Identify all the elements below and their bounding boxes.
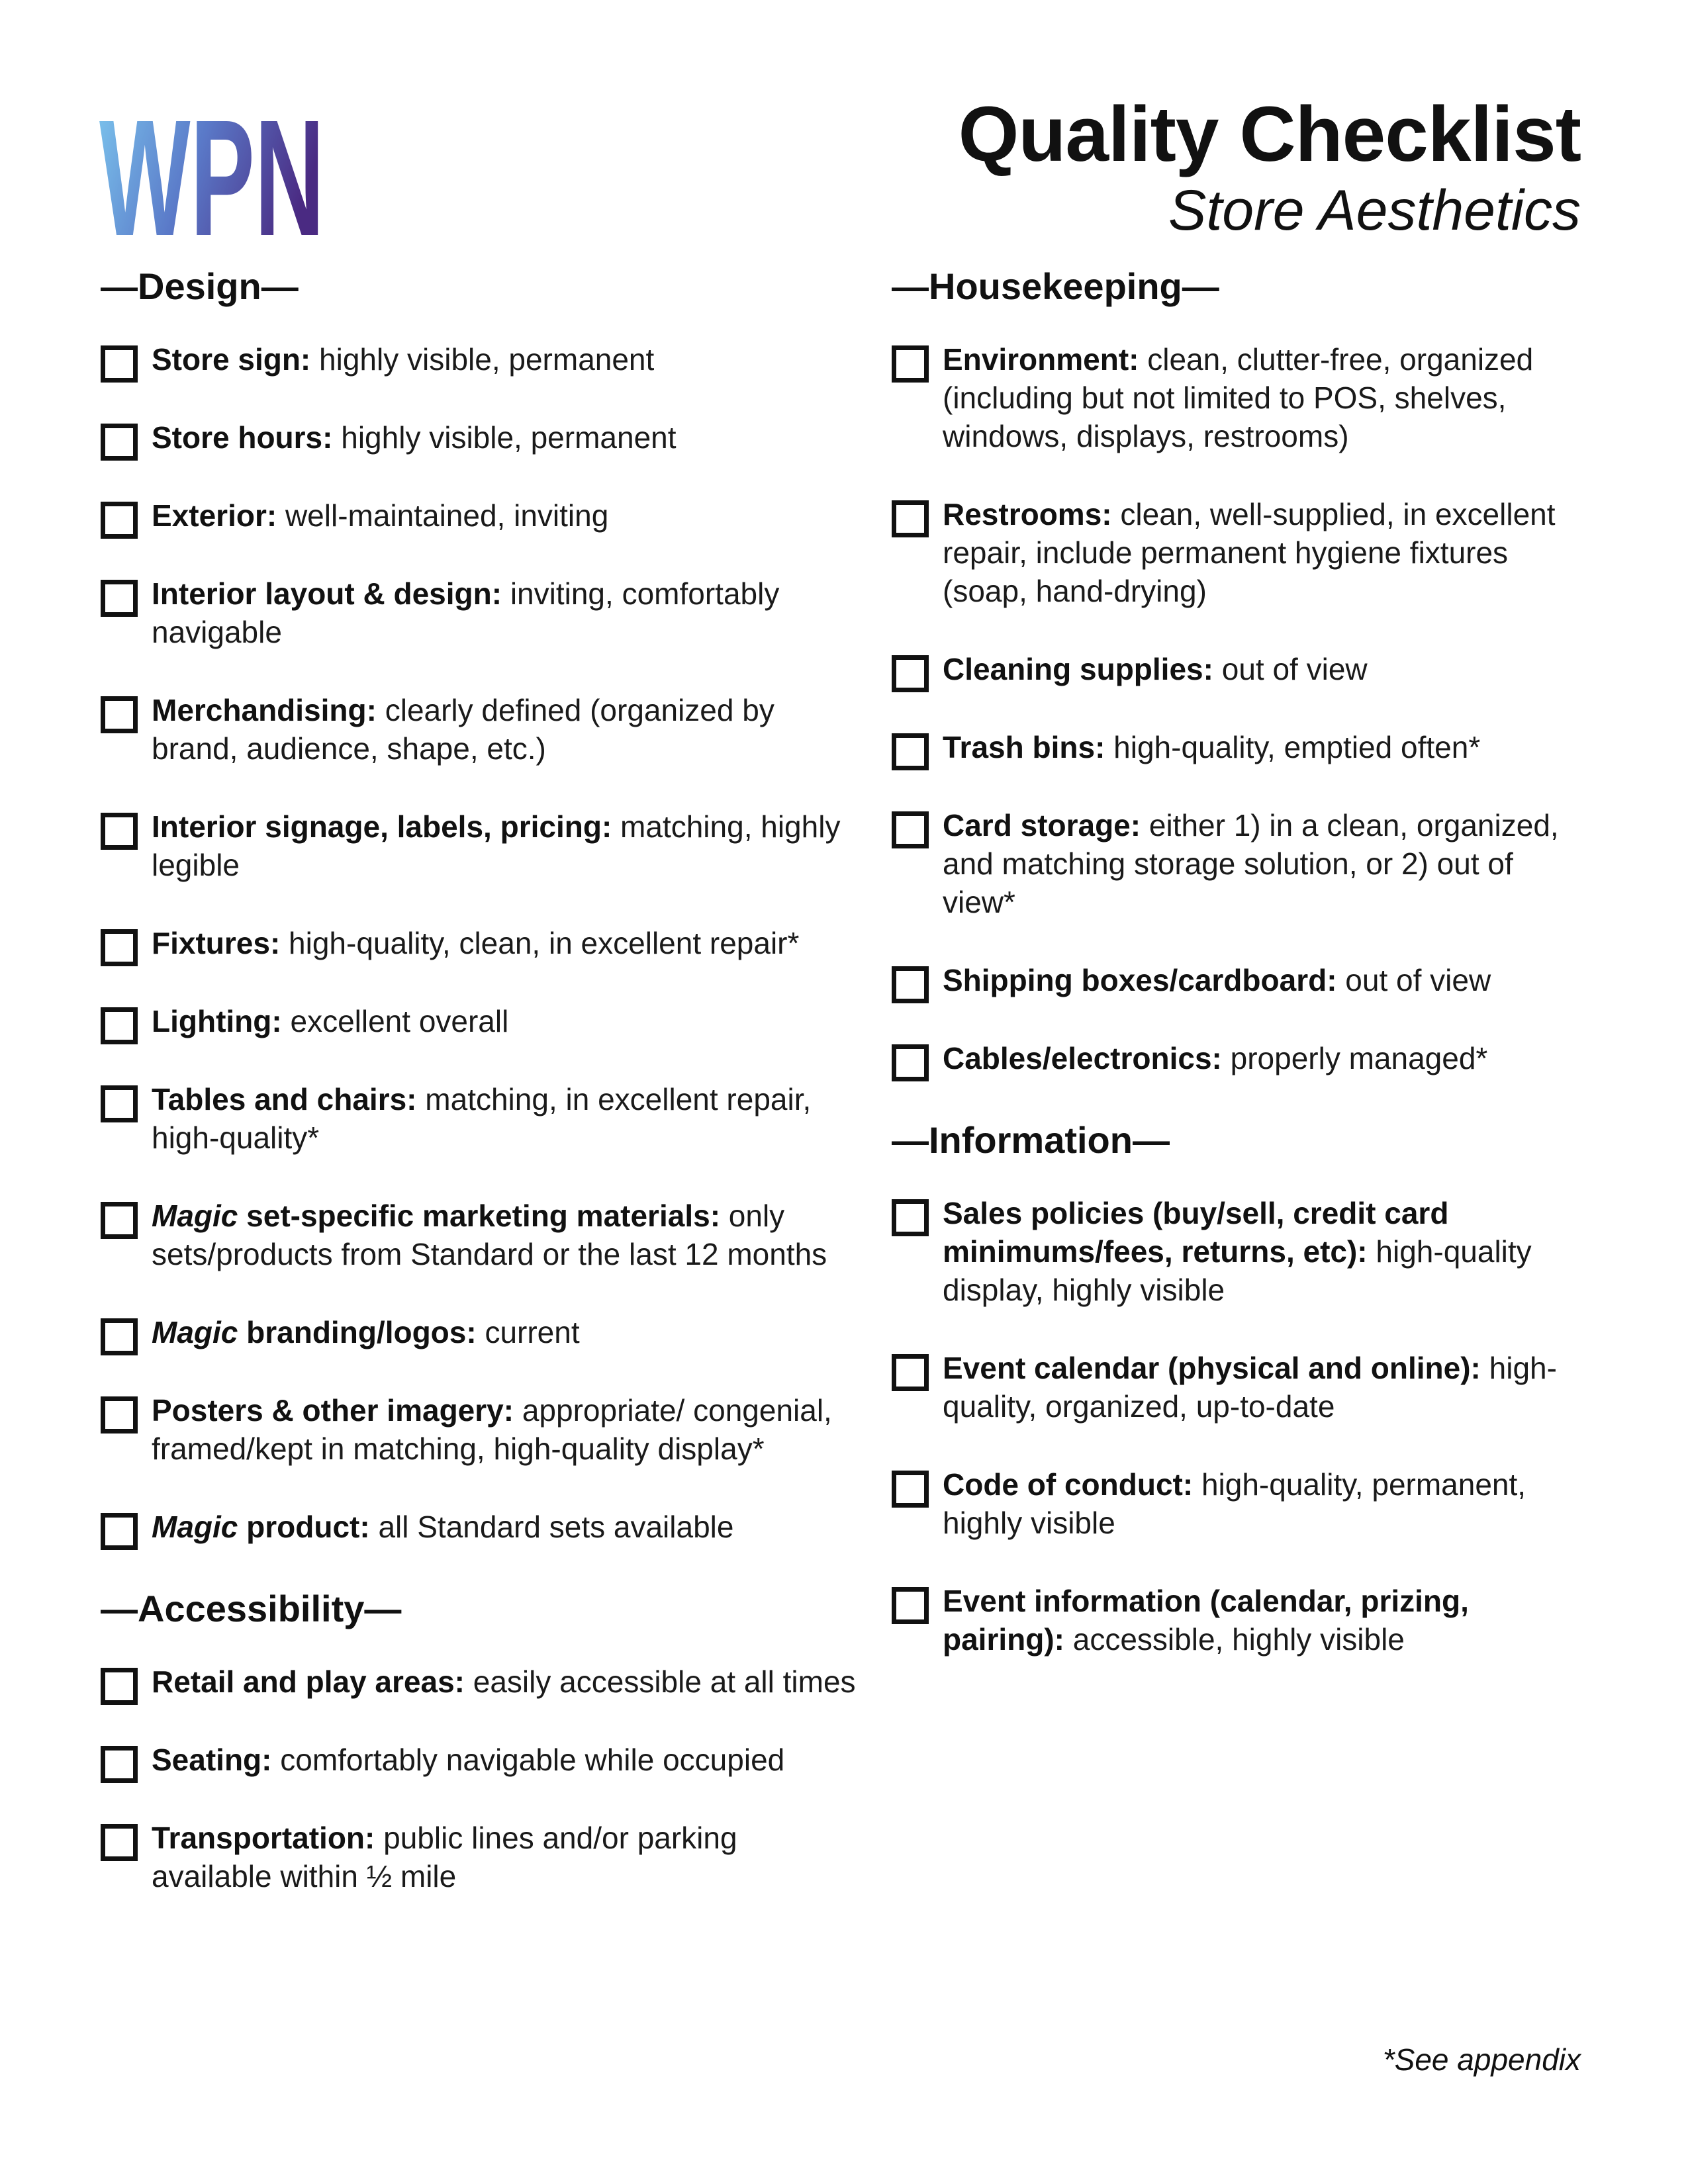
checkbox[interactable] bbox=[101, 1202, 138, 1239]
item-description: out of view bbox=[1336, 963, 1491, 997]
item-description: high-quality, emptied often* bbox=[1105, 730, 1481, 764]
checkbox[interactable] bbox=[892, 1354, 929, 1391]
checklist-item bbox=[892, 728, 1593, 766]
item-label-text: Store hours: bbox=[152, 420, 333, 455]
item-description: high-quality, permanent, highly visible bbox=[943, 1467, 1526, 1540]
checklist-item bbox=[101, 1197, 862, 1273]
checklist-item bbox=[101, 691, 862, 768]
section-design bbox=[101, 263, 862, 1546]
item-description: high-quality display, highly visible bbox=[943, 1234, 1532, 1307]
checkbox[interactable] bbox=[892, 1044, 929, 1081]
item-label-text: Interior layout & design: bbox=[152, 576, 502, 611]
item-label-text: product: bbox=[238, 1510, 370, 1544]
item-label-text: Environment: bbox=[943, 342, 1139, 377]
checkbox[interactable] bbox=[101, 813, 138, 850]
item-label bbox=[152, 926, 280, 960]
item-description: clean, clutter-free, organized (including but not limited to POS, shelves, windows, displays, restrooms) bbox=[943, 342, 1534, 453]
checkbox[interactable] bbox=[101, 424, 138, 461]
item-label bbox=[152, 1510, 370, 1544]
checklist-item bbox=[101, 1741, 862, 1779]
item-description: all Standard sets available bbox=[369, 1510, 734, 1544]
checklist-item bbox=[101, 418, 862, 457]
item-label-text: Trash bins: bbox=[943, 730, 1105, 764]
footnote: *See appendix bbox=[1382, 2042, 1581, 2077]
section-housekeeping bbox=[892, 263, 1593, 1077]
checklist-item bbox=[101, 340, 862, 379]
checkbox[interactable] bbox=[101, 696, 138, 733]
item-label-text: Event calendar (physical and online): bbox=[943, 1351, 1481, 1385]
item-label-text: Card storage: bbox=[943, 808, 1141, 842]
checkbox[interactable] bbox=[101, 502, 138, 539]
item-label-text: Posters & other imagery: bbox=[152, 1393, 514, 1428]
section-information bbox=[892, 1117, 1593, 1659]
item-description: high-quality, organized, up-to-date bbox=[943, 1351, 1557, 1424]
item-label-text: Event information (calendar, prizing, pairing): bbox=[943, 1584, 1469, 1657]
checklist-item bbox=[101, 1819, 862, 1895]
item-label bbox=[943, 1467, 1193, 1502]
checklist-item bbox=[892, 1582, 1593, 1659]
checklist-item bbox=[892, 1465, 1593, 1542]
checkbox[interactable] bbox=[101, 1668, 138, 1705]
checkbox[interactable] bbox=[101, 929, 138, 966]
item-description: comfortably navigable while occupied bbox=[271, 1743, 785, 1777]
checkbox[interactable] bbox=[101, 1746, 138, 1783]
checkbox[interactable] bbox=[892, 500, 929, 537]
item-label bbox=[943, 342, 1139, 377]
checkbox[interactable] bbox=[101, 1318, 138, 1355]
checklist-item bbox=[101, 1662, 862, 1701]
checklist-item bbox=[101, 1002, 862, 1040]
item-label-text: Tables and chairs: bbox=[152, 1082, 417, 1116]
item-label-text: Exterior: bbox=[152, 498, 277, 533]
item-label-text: Lighting: bbox=[152, 1004, 282, 1038]
item-label-text: Sales policies (buy/sell, credit card minimums/fees, returns, etc): bbox=[943, 1196, 1449, 1269]
item-label bbox=[152, 693, 377, 727]
checkbox[interactable] bbox=[892, 733, 929, 770]
item-label bbox=[152, 1393, 514, 1428]
right-column bbox=[892, 263, 1593, 1698]
item-label bbox=[943, 963, 1337, 997]
checklist-item bbox=[892, 1039, 1593, 1077]
checkbox[interactable] bbox=[892, 345, 929, 383]
checkbox[interactable] bbox=[892, 1587, 929, 1624]
checkbox[interactable] bbox=[892, 966, 929, 1003]
checklist-item bbox=[101, 1080, 862, 1157]
checkbox[interactable] bbox=[101, 1085, 138, 1122]
wpn-logo-graphic bbox=[99, 85, 324, 270]
item-description: excellent overall bbox=[281, 1004, 509, 1038]
item-label bbox=[152, 809, 612, 844]
section-heading-housekeeping: —Housekeeping— bbox=[892, 265, 1219, 307]
item-description: matching, in excellent repair, high-quality* bbox=[152, 1082, 812, 1155]
item-label-text: Cables/electronics: bbox=[943, 1041, 1222, 1075]
item-label-text: Merchandising: bbox=[152, 693, 377, 727]
checklist-item bbox=[101, 924, 862, 962]
item-label-text: Restrooms: bbox=[943, 497, 1112, 531]
item-description: easily accessible at all times bbox=[464, 1664, 856, 1699]
item-description: highly visible, permanent bbox=[332, 420, 677, 455]
left-column bbox=[101, 263, 862, 1935]
checklist-item bbox=[892, 650, 1593, 688]
page-subtitle: Store Aesthetics bbox=[1168, 179, 1581, 242]
item-label bbox=[152, 420, 332, 455]
checkbox[interactable] bbox=[101, 345, 138, 383]
item-label bbox=[943, 1041, 1222, 1075]
wpn-logo bbox=[99, 85, 324, 270]
item-description: matching, highly legible bbox=[152, 809, 841, 882]
item-label bbox=[943, 808, 1141, 842]
item-label bbox=[152, 1315, 477, 1349]
section-heading-design: —Design— bbox=[101, 265, 299, 307]
checklist-item bbox=[101, 1508, 862, 1546]
checklist-accessibility bbox=[101, 1662, 862, 1895]
item-label bbox=[943, 1351, 1481, 1385]
item-label-text: Code of conduct: bbox=[943, 1467, 1194, 1502]
checklist-item bbox=[892, 340, 1593, 455]
item-label-text: set-specific marketing materials: bbox=[238, 1199, 721, 1233]
checklist-item bbox=[892, 961, 1593, 999]
item-label-text: Fixtures: bbox=[152, 926, 281, 960]
item-label-text: Shipping boxes/cardboard: bbox=[943, 963, 1337, 997]
checkbox[interactable] bbox=[101, 1513, 138, 1550]
item-description: clearly defined (organized by brand, audience, shape, etc.) bbox=[152, 693, 774, 766]
item-label bbox=[152, 1664, 465, 1699]
item-label bbox=[152, 1821, 375, 1855]
checklist-design bbox=[101, 340, 862, 1546]
item-label bbox=[152, 1199, 720, 1233]
checkbox[interactable] bbox=[892, 655, 929, 692]
checklist-item bbox=[101, 574, 862, 651]
checklist-item bbox=[892, 1349, 1593, 1426]
item-description: accessible, highly visible bbox=[1064, 1622, 1405, 1657]
checkbox[interactable] bbox=[101, 1396, 138, 1433]
item-description: either 1) in a clean, organized, and matching storage solution, or 2) out of view* bbox=[943, 808, 1559, 919]
item-label-text: Store sign: bbox=[152, 342, 311, 377]
item-description: inviting, comfortably navigable bbox=[152, 576, 780, 649]
item-description: well-maintained, inviting bbox=[277, 498, 609, 533]
item-label-text: Cleaning supplies: bbox=[943, 652, 1213, 686]
checklist-housekeeping bbox=[892, 340, 1593, 1077]
checklist-item bbox=[892, 495, 1593, 610]
item-label-magic: Magic bbox=[152, 1199, 238, 1233]
checklist-item bbox=[892, 1194, 1593, 1309]
checklist-item bbox=[892, 806, 1593, 921]
checklist-item bbox=[101, 1313, 862, 1351]
item-label-magic: Magic bbox=[152, 1510, 238, 1544]
item-description: properly managed* bbox=[1221, 1041, 1488, 1075]
checklist-information bbox=[892, 1194, 1593, 1659]
item-label bbox=[943, 730, 1105, 764]
checkbox[interactable] bbox=[892, 811, 929, 848]
item-description: appropriate/ congenial, framed/kept in matching, high-quality display* bbox=[152, 1393, 832, 1466]
item-label-text: Seating: bbox=[152, 1743, 272, 1777]
item-label bbox=[152, 576, 502, 611]
page-title: Quality Checklist bbox=[958, 91, 1581, 178]
item-label bbox=[152, 1082, 417, 1116]
item-label-text: Interior signage, labels, pricing: bbox=[152, 809, 612, 844]
item-label bbox=[943, 497, 1112, 531]
checklist-item bbox=[101, 1391, 862, 1468]
wpn-logo-text: WPN bbox=[99, 85, 324, 270]
item-description: only sets/products from Standard or the last 12 months bbox=[152, 1199, 827, 1271]
title-block bbox=[959, 91, 1581, 244]
checkbox[interactable] bbox=[892, 1471, 929, 1508]
item-label-text: Transportation: bbox=[152, 1821, 375, 1855]
item-label bbox=[152, 342, 310, 377]
item-description: high-quality, clean, in excellent repair* bbox=[280, 926, 800, 960]
item-label-text: branding/logos: bbox=[238, 1315, 477, 1349]
section-heading-information: —Information— bbox=[892, 1119, 1170, 1161]
item-description: current bbox=[476, 1315, 580, 1349]
item-label-magic: Magic bbox=[152, 1315, 238, 1349]
checkbox[interactable] bbox=[101, 580, 138, 617]
checkbox[interactable] bbox=[892, 1199, 929, 1236]
item-label bbox=[152, 1743, 271, 1777]
item-label bbox=[152, 498, 277, 533]
checkbox[interactable] bbox=[101, 1824, 138, 1861]
section-accessibility bbox=[101, 1586, 862, 1895]
item-description: clean, well-supplied, in excellent repair, include permanent hygiene fixtures (soap, hand-drying) bbox=[943, 497, 1556, 608]
item-description: public lines and/or parking available within ½ mile bbox=[152, 1821, 737, 1893]
item-description: out of view bbox=[1213, 652, 1368, 686]
checklist-item bbox=[101, 496, 862, 535]
section-heading-accessibility: —Accessibility— bbox=[101, 1588, 402, 1629]
checklist-item bbox=[101, 807, 862, 884]
item-label bbox=[152, 1004, 282, 1038]
checkbox[interactable] bbox=[101, 1007, 138, 1044]
item-description: highly visible, permanent bbox=[310, 342, 655, 377]
item-label-text: Retail and play areas: bbox=[152, 1664, 465, 1699]
item-label bbox=[943, 652, 1213, 686]
